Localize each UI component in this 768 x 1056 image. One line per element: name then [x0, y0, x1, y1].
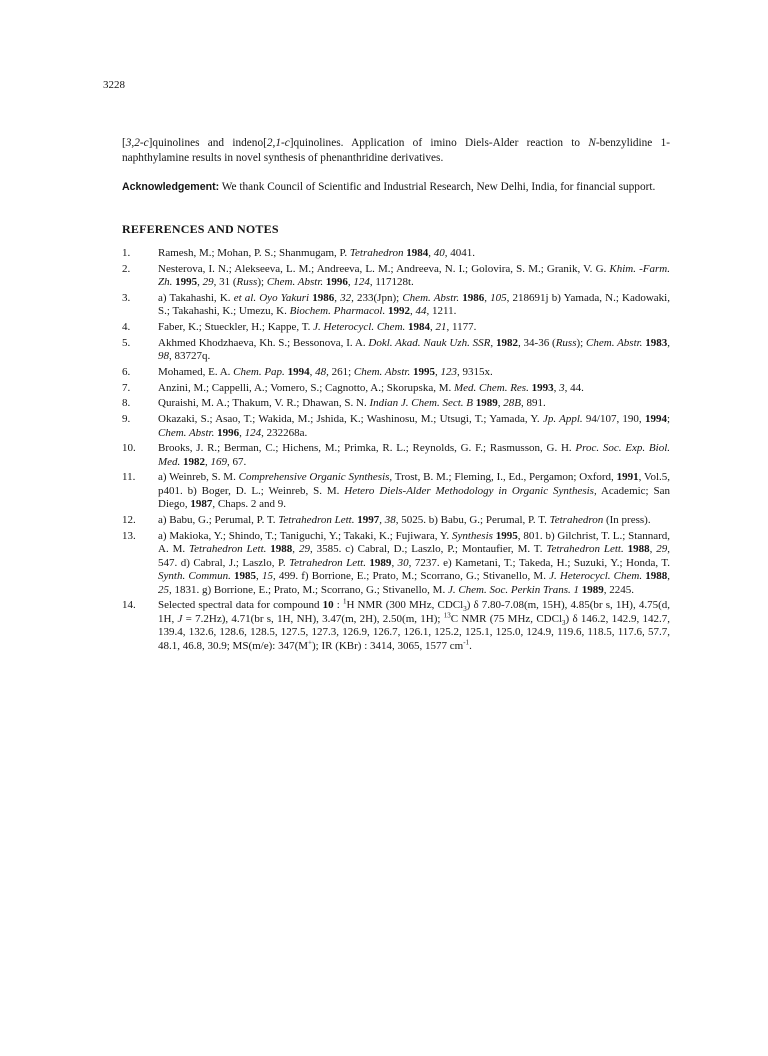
reference-text: [158, 321, 670, 335]
reference-text-run: , 3585. c) Cabral, D.; Laszlo, P.; Montaufier, M. T.: [309, 543, 547, 556]
reference-text-run: 1983: [642, 336, 668, 349]
reference-text-run: , 1831. g) Borrione, E.; Prato, M.; Scorrano, G.; Stivanello, M.: [169, 583, 448, 596]
reference-item: [122, 530, 670, 598]
reference-text-run: 29: [298, 543, 310, 556]
page-number: 3228: [103, 79, 125, 91]
reference-text: [158, 397, 670, 411]
reference-text-run: Selected spectral data for compound: [158, 599, 323, 612]
reference-text-run: , 547. d) Cabral, J.; Laszlo, P.: [158, 543, 671, 569]
reference-number: 14.: [122, 599, 136, 612]
reference-text-run: H NMR (300 MHz, CDCl: [346, 599, 464, 612]
reference-text-run: Russ: [236, 276, 258, 289]
reference-text-run: Academic; San Diego,: [158, 484, 670, 511]
reference-item: [122, 247, 670, 261]
reference-text-run: , 83727q.: [169, 350, 211, 363]
reference-text: [158, 514, 670, 528]
reference-text-run: Russ: [555, 336, 577, 349]
reference-text-run: ,: [347, 276, 354, 289]
reference-number: 9.: [122, 413, 131, 425]
reference-text-run: , 9315x.: [456, 365, 493, 378]
reference-text-run: ,: [434, 365, 441, 378]
reference-text-run: Mohamed, E. A.: [158, 365, 234, 378]
reference-text-run: , Vol.5, p401. b) Boger, D. L.; Weinreb, S. M.: [158, 471, 670, 497]
reference-text-run: , 801. b) Gilchrist, T. L.; Stannard, A. M.: [158, 529, 670, 556]
reference-text-run: 1996: [323, 276, 348, 289]
reference-text-run: ,: [497, 397, 504, 410]
references-heading: REFERENCES AND NOTES: [122, 222, 279, 236]
reference-text-run: ,: [391, 556, 398, 569]
reference-text-run: 15: [261, 570, 273, 583]
reference-text-run: :: [333, 599, 343, 612]
reference-text-run: ,: [430, 321, 436, 334]
reference-text-run: 28B: [503, 397, 521, 410]
reference-text-run: Chem. Abstr.: [158, 426, 215, 439]
reference-text-run: ,: [649, 543, 657, 556]
reference-text-run: a) Weinreb, S. M.: [158, 471, 239, 484]
reference-text-run: );: [576, 336, 587, 349]
reference-text-run: Med. Chem. Res.: [454, 381, 529, 394]
reference-text-run: ,: [667, 570, 671, 583]
reference-text-run: 98: [158, 350, 169, 363]
reference-text-run: Tetrahedron Lett.: [278, 514, 355, 527]
abstract-part: ]quinolines. Application of imino Diels-Alder reaction to: [289, 137, 589, 149]
reference-text-run: J. Heterocycl. Chem.: [313, 321, 406, 334]
reference-text-run: 94/107, 190,: [582, 413, 645, 425]
reference-text-run: 1982: [495, 336, 518, 349]
reference-text-run: 1984: [405, 321, 431, 334]
reference-text-run: , Chaps. 2 and 9.: [212, 498, 287, 511]
reference-text-run: J. Chem. Soc. Perkin Trans. 1: [447, 583, 580, 596]
reference-text-run: 29: [202, 276, 214, 289]
reference-item: [122, 337, 670, 364]
reference-text-run: 25: [158, 583, 169, 596]
reference-text-run: , 891.: [521, 397, 546, 410]
reference-text-run: ,: [205, 455, 211, 468]
reference-text-run: , 34-36 (: [517, 336, 556, 349]
reference-text-run: 1986: [309, 291, 335, 304]
reference-text-run: Nesterova, I. N.; Alekseeva, L. M.; Andreeva, L. M.; Andreeva, N. I.; Golovira, S. M.; Granik, V. G.: [158, 262, 610, 275]
reference-text-run: Khim. -Farm. Zh.: [158, 262, 670, 289]
reference-text-run: 1989: [473, 397, 498, 410]
reference-text-run: ,: [379, 514, 385, 527]
reference-text-run: Trost, B. M.; Fleming, I., Ed., Pergamon; Oxford,: [392, 471, 617, 484]
reference-text: [158, 292, 670, 319]
reference-text-run: 1988: [623, 543, 650, 556]
reference-text-run: 30: [397, 556, 409, 569]
reference-text-run: , 5025. b) Babu, G.; Perumal, P. T.: [395, 514, 550, 527]
reference-text-run: Hetero Diels-Alder Methodology in Organic Synthesis,: [344, 484, 597, 497]
reference-text-run: 123: [440, 365, 457, 378]
reference-item: [122, 382, 670, 396]
reference-text-run: ,: [490, 336, 496, 349]
reference-text-run: 3: [559, 381, 565, 394]
reference-text-run: 169: [210, 455, 228, 468]
reference-text-run: , 218691j b) Yamada, N.; Kadowaki, S.; Takahashi, K.; Umezu, K.: [158, 291, 670, 318]
reference-text-run: Tetrahedron Lett.: [189, 543, 267, 556]
abstract-part: ]quinolines and indeno[: [148, 137, 267, 149]
reference-text-run: Comprehensive Organic Synthesis,: [238, 471, 393, 484]
reference-text-run: = 7.2Hz), 4.71(br s, 1H, NH), 3.47(m, 2H), 2.50(m, 1H);: [182, 612, 444, 625]
reference-text-run: Chem. Abstr.: [586, 336, 643, 349]
reference-text-run: , 1211.: [426, 305, 457, 318]
acknowledgement-label: Acknowledgement:: [122, 181, 220, 193]
reference-text-run: , 31 (: [213, 276, 237, 289]
reference-text-run: , 261;: [326, 365, 354, 378]
abstract-part: 3,2-c: [125, 137, 149, 149]
reference-text-run: +: [308, 638, 312, 647]
reference-text-run: , 117128t.: [369, 276, 414, 289]
reference-item: [122, 397, 670, 411]
reference-text-run: 1986: [459, 291, 485, 304]
reference-text-run: 1993: [528, 381, 554, 394]
reference-text: [158, 599, 670, 653]
reference-text-run: Synthesis: [451, 529, 493, 542]
reference-text-run: , 233(Jpn);: [351, 291, 403, 304]
reference-text-run: ,: [292, 543, 299, 556]
reference-text-run: Brooks, J. R.; Berman, C.; Hichens, M.; Primka, R. L.; Reynolds, G. F.; Rasmusson, G. H.: [158, 442, 576, 455]
reference-text-run: , 2245.: [603, 583, 635, 596]
reference-text-run: , 1177.: [446, 321, 477, 334]
reference-text-run: 3: [463, 605, 467, 614]
reference-text-run: ,: [484, 291, 491, 304]
reference-text: [158, 263, 670, 290]
reference-text-run: 1982: [180, 455, 206, 468]
reference-text-run: );: [257, 276, 267, 289]
reference-number: 1.: [122, 247, 131, 259]
reference-text-run: ,: [239, 426, 245, 439]
reference-text-run: 1992: [385, 305, 410, 318]
reference-text-run: J. Heterocycl. Chem.: [549, 570, 643, 583]
reference-text-run: 1: [342, 597, 347, 606]
reference-text-run: 1994: [644, 413, 667, 425]
reference-text-run: Tetrahedron Lett.: [289, 556, 366, 569]
reference-text-run: , 4041.: [444, 247, 475, 259]
reference-text-run: 13: [443, 611, 451, 620]
reference-text-run: 40: [433, 247, 445, 259]
reference-text-run: ,: [309, 365, 316, 378]
reference-text-run: a) Takahashi, K.: [158, 291, 234, 304]
abstract-part: -benzylidine 1-naphthylamine results in novel synthesis of phenanthridine derivatives.: [122, 137, 671, 164]
reference-text-run: ,: [553, 381, 560, 394]
reference-text-run: , 7237. e) Kametani, T.; Takeda, H.; Suzuki, Y.; Honda, T.: [408, 556, 670, 569]
reference-text-run: ); IR (KBr) : 3414, 3065, 1577 cm: [311, 639, 464, 652]
reference-text-run: 3: [562, 619, 566, 628]
reference-number: 10.: [122, 442, 136, 455]
reference-text-run: 1995: [492, 529, 518, 542]
reference-text-run: 1988: [642, 570, 668, 583]
reference-text-run: 124: [353, 276, 370, 289]
reference-text-run: , 44.: [564, 381, 584, 394]
reference-text-run: Indian J. Chem. Sect. B: [369, 397, 474, 410]
reference-item: [122, 292, 670, 319]
reference-text-run: ) δ 146.2, 142.9, 142.7, 139.4, 132.6, 128.6, 128.5, 127.5, 127.3, 126.9, 126.7, 126.1, 125.2, 125.1, 125.0, 124.9, 119.6, 118.5, 117.6, 57.7, 48.1, 46.8, 30.9; MS(m/e): 347(M: [158, 612, 670, 652]
reference-number: 5.: [122, 336, 131, 349]
reference-text-run: ) δ 7.80-7.08(m, 15H), 4.85(br s, 1H), 4.75(d, 1H,: [158, 599, 671, 625]
reference-text-run: Anzini, M.; Cappelli, A.; Vomero, S.; Cagnotto, A.; Skorupska, M.: [158, 381, 454, 394]
reference-text-run: Chem. Abstr.: [266, 276, 324, 289]
reference-text-run: ,: [256, 570, 262, 583]
reference-number: 4.: [122, 321, 131, 334]
reference-text-run: -1: [463, 638, 470, 647]
reference-text-run: 48: [315, 365, 327, 378]
reference-text-run: Chem. Abstr.: [402, 291, 460, 304]
reference-text: [158, 337, 670, 364]
reference-text-run: Ramesh, M.; Mohan, P. S.; Shanmugam, P.: [158, 247, 350, 259]
reference-number: 11.: [122, 471, 136, 484]
reference-text-run: 29: [656, 543, 668, 556]
reference-text-run: a) Babu, G.; Perumal, P. T.: [158, 514, 279, 527]
reference-text-run: Jp. Appl.: [542, 413, 583, 425]
reference-text: [158, 382, 670, 396]
reference-text-run: J: [177, 612, 183, 625]
reference-text: [158, 366, 670, 380]
reference-text-run: Chem. Pap.: [233, 365, 285, 378]
reference-number: 2.: [122, 262, 131, 275]
reference-text-run: 38: [384, 514, 396, 527]
reference-text-run: 10: [322, 599, 334, 612]
reference-text-run: Okazaki, S.; Asao, T.; Wakida, M.; Jshida, K.; Washinosu, M.; Utsugi, T.; Yamada, Y.: [158, 413, 543, 425]
reference-item: [122, 413, 670, 440]
reference-text-run: ,: [428, 247, 434, 259]
reference-text-run: , 232268a.: [261, 426, 308, 439]
reference-text-run: 1996: [214, 426, 240, 439]
abstract-tail: [122, 136, 670, 166]
abstract-part: 2,1-c: [266, 137, 290, 149]
reference-text-run: et al. Oyo Yakuri: [233, 291, 310, 304]
reference-text-run: 21: [435, 321, 447, 334]
reference-text-run: C NMR (75 MHz, CDCl: [450, 612, 562, 625]
reference-text-run: 105: [490, 291, 507, 304]
reference-text-run: 1989: [579, 583, 604, 596]
reference-number: 12.: [122, 514, 136, 527]
reference-text-run: 1987: [190, 498, 213, 511]
abstract-part: N: [588, 137, 596, 149]
reference-text-run: Akhmed Khodzhaeva, Kh. S.; Bessonova, I. A.: [158, 336, 369, 349]
reference-text-run: 1995: [410, 365, 435, 378]
reference-text-run: 124: [244, 426, 262, 439]
reference-item: [122, 471, 670, 512]
reference-text-run: ,: [197, 276, 203, 289]
reference-text-run: .: [469, 639, 472, 652]
reference-number: 6.: [122, 365, 131, 378]
reference-text-run: 1985: [230, 570, 257, 583]
reference-text-run: , 67.: [227, 455, 247, 468]
reference-text: [158, 413, 670, 440]
reference-text-run: 1988: [266, 543, 293, 556]
reference-text-run: 32: [340, 291, 352, 304]
reference-number: 13.: [122, 529, 136, 542]
reference-text-run: 1989: [365, 556, 392, 569]
reference-text-run: , 499. f) Borrione, E.; Prato, M.; Scorrano, G.; Stivanello, M.: [272, 570, 550, 583]
reference-text-run: ,: [667, 336, 671, 349]
reference-item: [122, 514, 670, 528]
reference-text-run: 44: [415, 305, 427, 318]
reference-text-run: 1994: [284, 365, 310, 378]
reference-text-run: Synth. Commun.: [158, 570, 231, 583]
reference-item: [122, 599, 670, 653]
reference-number: 3.: [122, 291, 131, 304]
reference-item: [122, 442, 670, 469]
references-list: [122, 247, 670, 656]
reference-text: [158, 471, 670, 512]
reference-item: [122, 263, 670, 290]
reference-text-run: Chem. Abstr.: [353, 365, 411, 378]
reference-text-run: Biochem. Pharmacol.: [289, 305, 386, 318]
reference-item: [122, 321, 670, 335]
acknowledgement: [122, 180, 670, 195]
reference-text-run: Quraishi, M. A.; Thakum, V. R.; Dhawan, S. N.: [158, 397, 370, 410]
reference-text-run: 1991: [616, 471, 639, 484]
reference-text-run: Proc. Soc. Exp. Biol. Med.: [158, 442, 670, 468]
abstract-part: [: [122, 137, 126, 149]
reference-text-run: 1997: [354, 514, 380, 527]
reference-number: 7.: [122, 381, 131, 394]
reference-number: 8.: [122, 397, 131, 410]
reference-text: [158, 442, 670, 469]
reference-text-run: ,: [410, 305, 416, 318]
reference-text-run: Dokl. Akad. Nauk Uzh. SSR: [368, 336, 491, 349]
reference-text-run: 1995: [172, 276, 198, 289]
reference-text-run: Tetrahedron: [349, 247, 404, 259]
reference-text: [158, 530, 670, 598]
reference-text: [158, 247, 670, 261]
reference-text-run: Tetrahedron Lett.: [546, 543, 624, 556]
reference-text-run: a) Makioka, Y.; Shindo, T.; Taniguchi, Y.; Takaki, K.; Fujiwara, Y.: [158, 529, 452, 542]
reference-text-run: Tetrahedron: [549, 514, 604, 527]
acknowledgement-text: We thank Council of Scientific and Industrial Research, New Delhi, India, for financial support.: [221, 181, 656, 193]
reference-text-run: 1984: [403, 247, 429, 259]
reference-text-run: (In press).: [603, 514, 651, 527]
reference-text-run: ;: [666, 413, 670, 425]
reference-item: [122, 366, 670, 380]
reference-text-run: Faber, K.; Stueckler, H.; Kappe, T.: [158, 321, 314, 334]
reference-text-run: ,: [334, 291, 341, 304]
